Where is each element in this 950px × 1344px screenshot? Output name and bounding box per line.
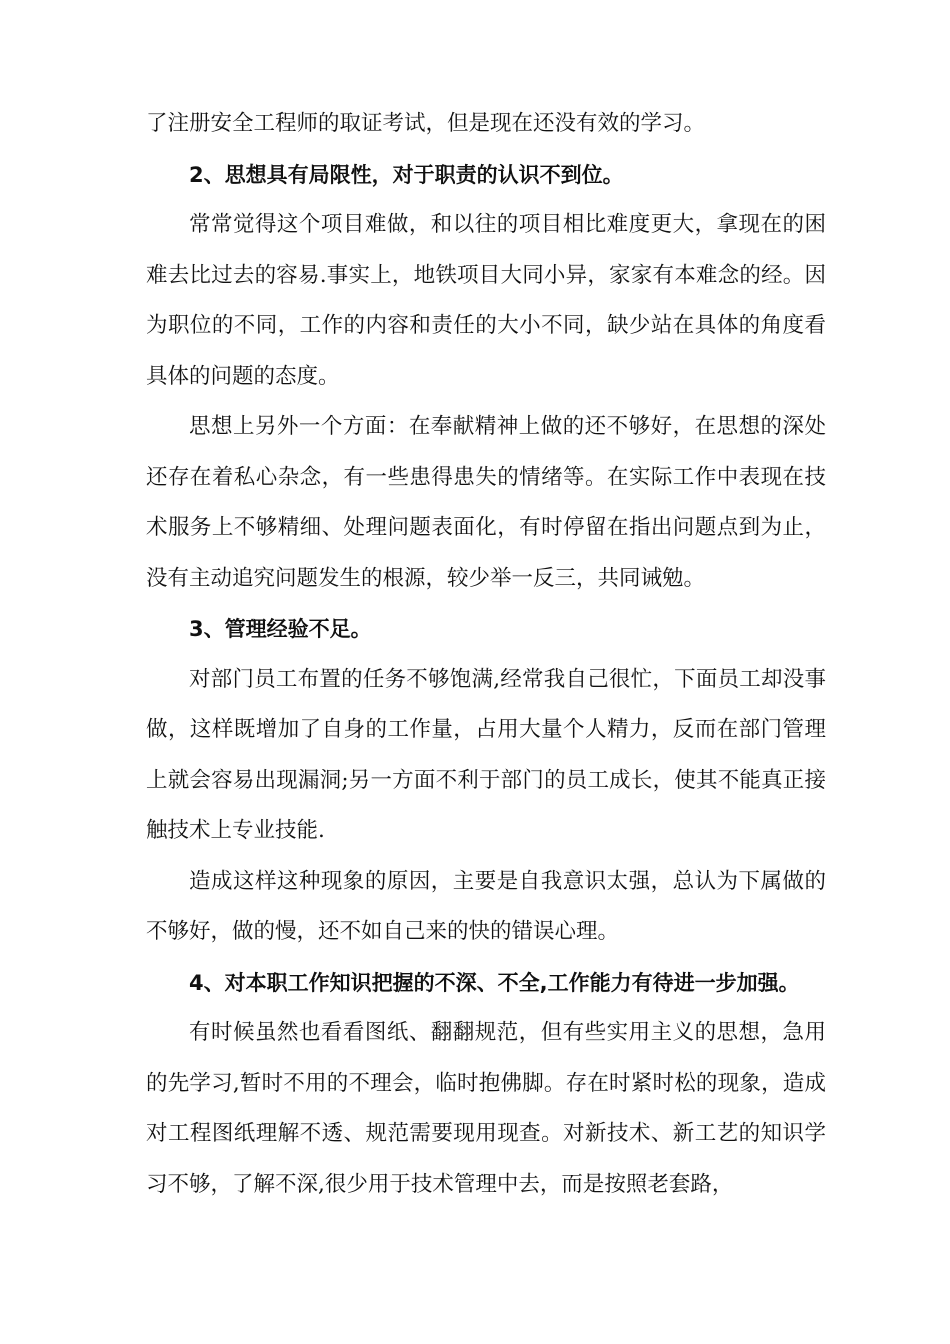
paragraph: 有时候虽然也看看图纸、翻翻规范，但有些实用主义的思想，急用的先学习,暂时不用的不理会，临时抱佛脚。存在时紧时松的现象，造成对工程图纸理解不透、规范需要现用现查。对新技术、新工艺的知识学习不够，了解不深,很少用于技术管理中去，而是按照老套路， [146,1020,826,1197]
paragraph: 常常觉得这个项目难做，和以往的项目相比难度更大，拿现在的困难去比过去的容易.事实上，地铁项目大同小异，家家有本难念的经。因为职位的不同，工作的内容和责任的大小不同，缺少站在具体的角度看具体的问题的态度。 [146,212,826,389]
paragraph-continuation: 了注册安全工程师的取证考试，但是现在还没有效的学习。 [146,111,706,136]
document-body [146,99,826,1210]
section-heading-3: 3、管理经验不足。 [189,617,372,641]
paragraph: 对部门员工布置的任务不够饱满,经常我自己很忙，下面员工却没事做，这样既增加了自身的工作量，占用大量个人精力，反而在部门管理上就会容易出现漏洞;另一方面不利于部门的员工成长，使其不能真正接触技术上专业技能. [146,666,826,843]
paragraph: 思想上另外一个方面：在奉献精神上做的还不够好，在思想的深处还存在着私心杂念，有一些患得患失的情绪等。在实际工作中表现在技术服务上不够精细、处理问题表面化，有时停留在指出问题点到为止，没有主动追究问题发生的根源，较少举一反三，共同诫勉。 [146,414,826,591]
paragraph: 造成这样这种现象的原因，主要是自我意识太强，总认为下属做的不够好，做的慢，还不如自己来的快的错误心理。 [146,868,826,944]
section-heading-2: 2、思想具有局限性，对于职责的认识不到位。 [189,162,624,187]
section-heading-4: 4、对本职工作知识把握的不深、不全,工作能力有待进一步加强。 [189,970,800,995]
